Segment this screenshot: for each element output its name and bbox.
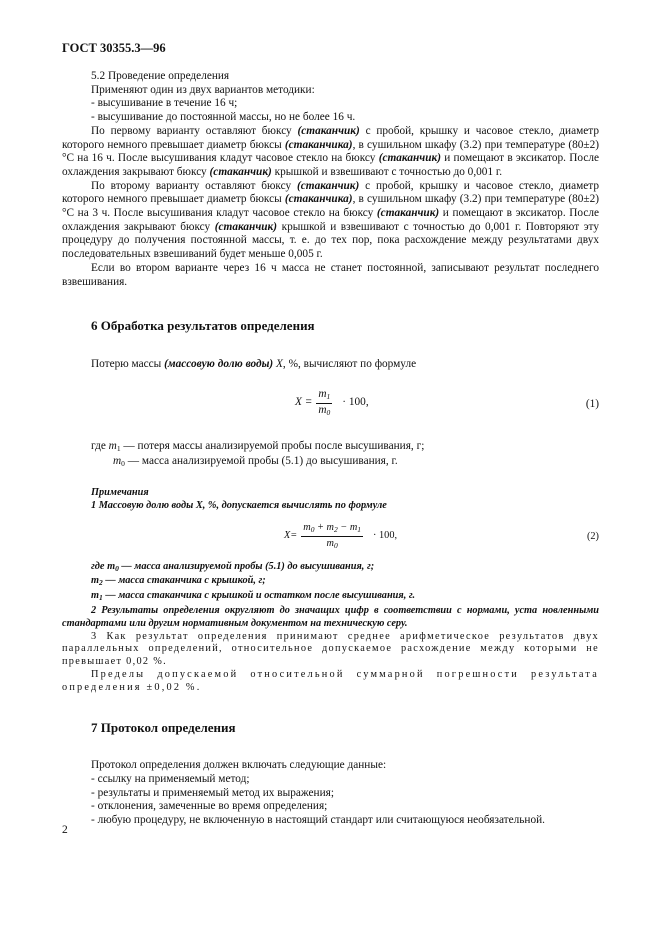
list-item: - высушивание в течение 16 ч; xyxy=(91,97,238,110)
list-item: - любую процедуру, не включенную в настоящий стандарт или считающуюся необязательной. xyxy=(91,814,545,827)
section-heading-6: 6 Обработка результатов определения xyxy=(91,318,315,334)
list-item: - результаты и применяемый метод их выражения; xyxy=(91,786,334,799)
note-legend-line: $m_2$ — масса стаканчика с крышкой, г; xyxy=(91,575,266,588)
paragraph-variant-2: По второму варианту оставляют бюксу (стаканчик) с пробой, крышку и часовое стекло, диаметр которого немного превышает диаметр бюксы (стаканчика), в сушильном шкафу (3.2) при температуре (80±2) °С на 3 ч. После высушивания кладут часовое стекло на бюксу (стаканчик) и помещают в эксикатор. После охлаждения закрывают бюксу (стаканчик) крышкой и взвешивают с точностью до 0,001 г. Повторяют эту процедуру до получения постоянной массы, т. е. до тех пор, пока расхождение между результатами двух последовательных взвешиваний будет меньше 0,005 г. xyxy=(62,179,600,261)
list-item: - отклонения, замеченные во время определения; xyxy=(91,800,328,813)
formula-number: (2) xyxy=(586,530,599,542)
formula-1: X = $\frac{m_1}{m_0}$ · 100, (1) xyxy=(295,387,599,417)
note-legend-line: $m_1$ — масса стаканчика с крышкой и остатком после высушивания, г. xyxy=(91,590,416,603)
paragraph-formula-intro: Потерю массы (массовую долю воды) X, %, вычисляют по формуле xyxy=(91,357,417,370)
formula-legend-line: где $m_1$ — потеря массы анализируемой пробы после высушивания, г; xyxy=(91,439,425,453)
paragraph-methods-intro: Применяют один из двух вариантов методики: xyxy=(91,83,315,96)
paragraph-variant-note: Если во втором варианте через 16 ч масса не станет постоянной, записывают результат последнего взвешивания. xyxy=(62,261,599,288)
note-legend-line: где $m_0$ — масса анализируемой пробы (5.1) до высушивания, г; xyxy=(91,560,375,573)
formula-2: X= $\frac{m_0 + m_2 - m_1}{m_0}$ · 100, (2) xyxy=(284,521,599,550)
page-number: 2 xyxy=(62,824,68,836)
notes-title: Примечания xyxy=(91,487,149,499)
paragraph-variant-1: По первому варианту оставляют бюксу (стаканчик) с пробой, крышку и часовое стекло, диаметр которого немного превышает диаметр бюксы (стаканчика), в сушильном шкафу (3.2) при температуре (80±2) °С на 16 ч. После высушивания кладут часовое стекло на бюксу (стаканчик) и помещают в эксикатор. После охлаждения закрывают бюксу (стаканчик) крышкой и взвешивают с точностью до 0,001 г. xyxy=(62,124,600,178)
formula-2-fraction: $\frac{m_0 + m_2 - m_1}{m_0}$ xyxy=(303,521,362,550)
formula-legend-line: $m_0$ — масса анализируемой пробы (5.1) до высушивания, г. xyxy=(113,455,398,469)
paragraph-protocol-intro: Протокол определения должен включать следующие данные: xyxy=(91,759,387,772)
list-item: - ссылку на применяемый метод; xyxy=(91,773,250,786)
formula-number: (1) xyxy=(585,397,599,410)
subsection-heading-5-2: 5.2 Проведение определения xyxy=(91,70,230,82)
note-1: 1 Массовую долю воды X, %, допускается вычислять по формуле xyxy=(91,499,387,511)
list-item: - высушивание до постоянной массы, но не более 16 ч. xyxy=(91,111,356,124)
document-body xyxy=(62,70,599,828)
section-heading-7: 7 Протокол определения xyxy=(91,719,236,735)
note-4: Пределы допускаемой относительной суммарной погрешности результата определения ±0,02 %. xyxy=(62,669,599,693)
notes-block xyxy=(62,487,599,695)
note-2: 2 Результаты определения округляют до значащих цифр в соответствии с нормами, уста новленными стандартами или другим нормативным документом на техническую серу. xyxy=(62,605,599,629)
formula-1-fraction: $\frac{m_1}{m_0}$ xyxy=(318,387,331,417)
document-header: ГОСТ 30355.3—96 xyxy=(62,41,166,55)
note-3: 3 Как результат определения принимают среднее арифметическое результатов двух параллельных определений, относительное допускаемое расхождение между которыми не превышает 0,02 %. xyxy=(62,630,599,668)
